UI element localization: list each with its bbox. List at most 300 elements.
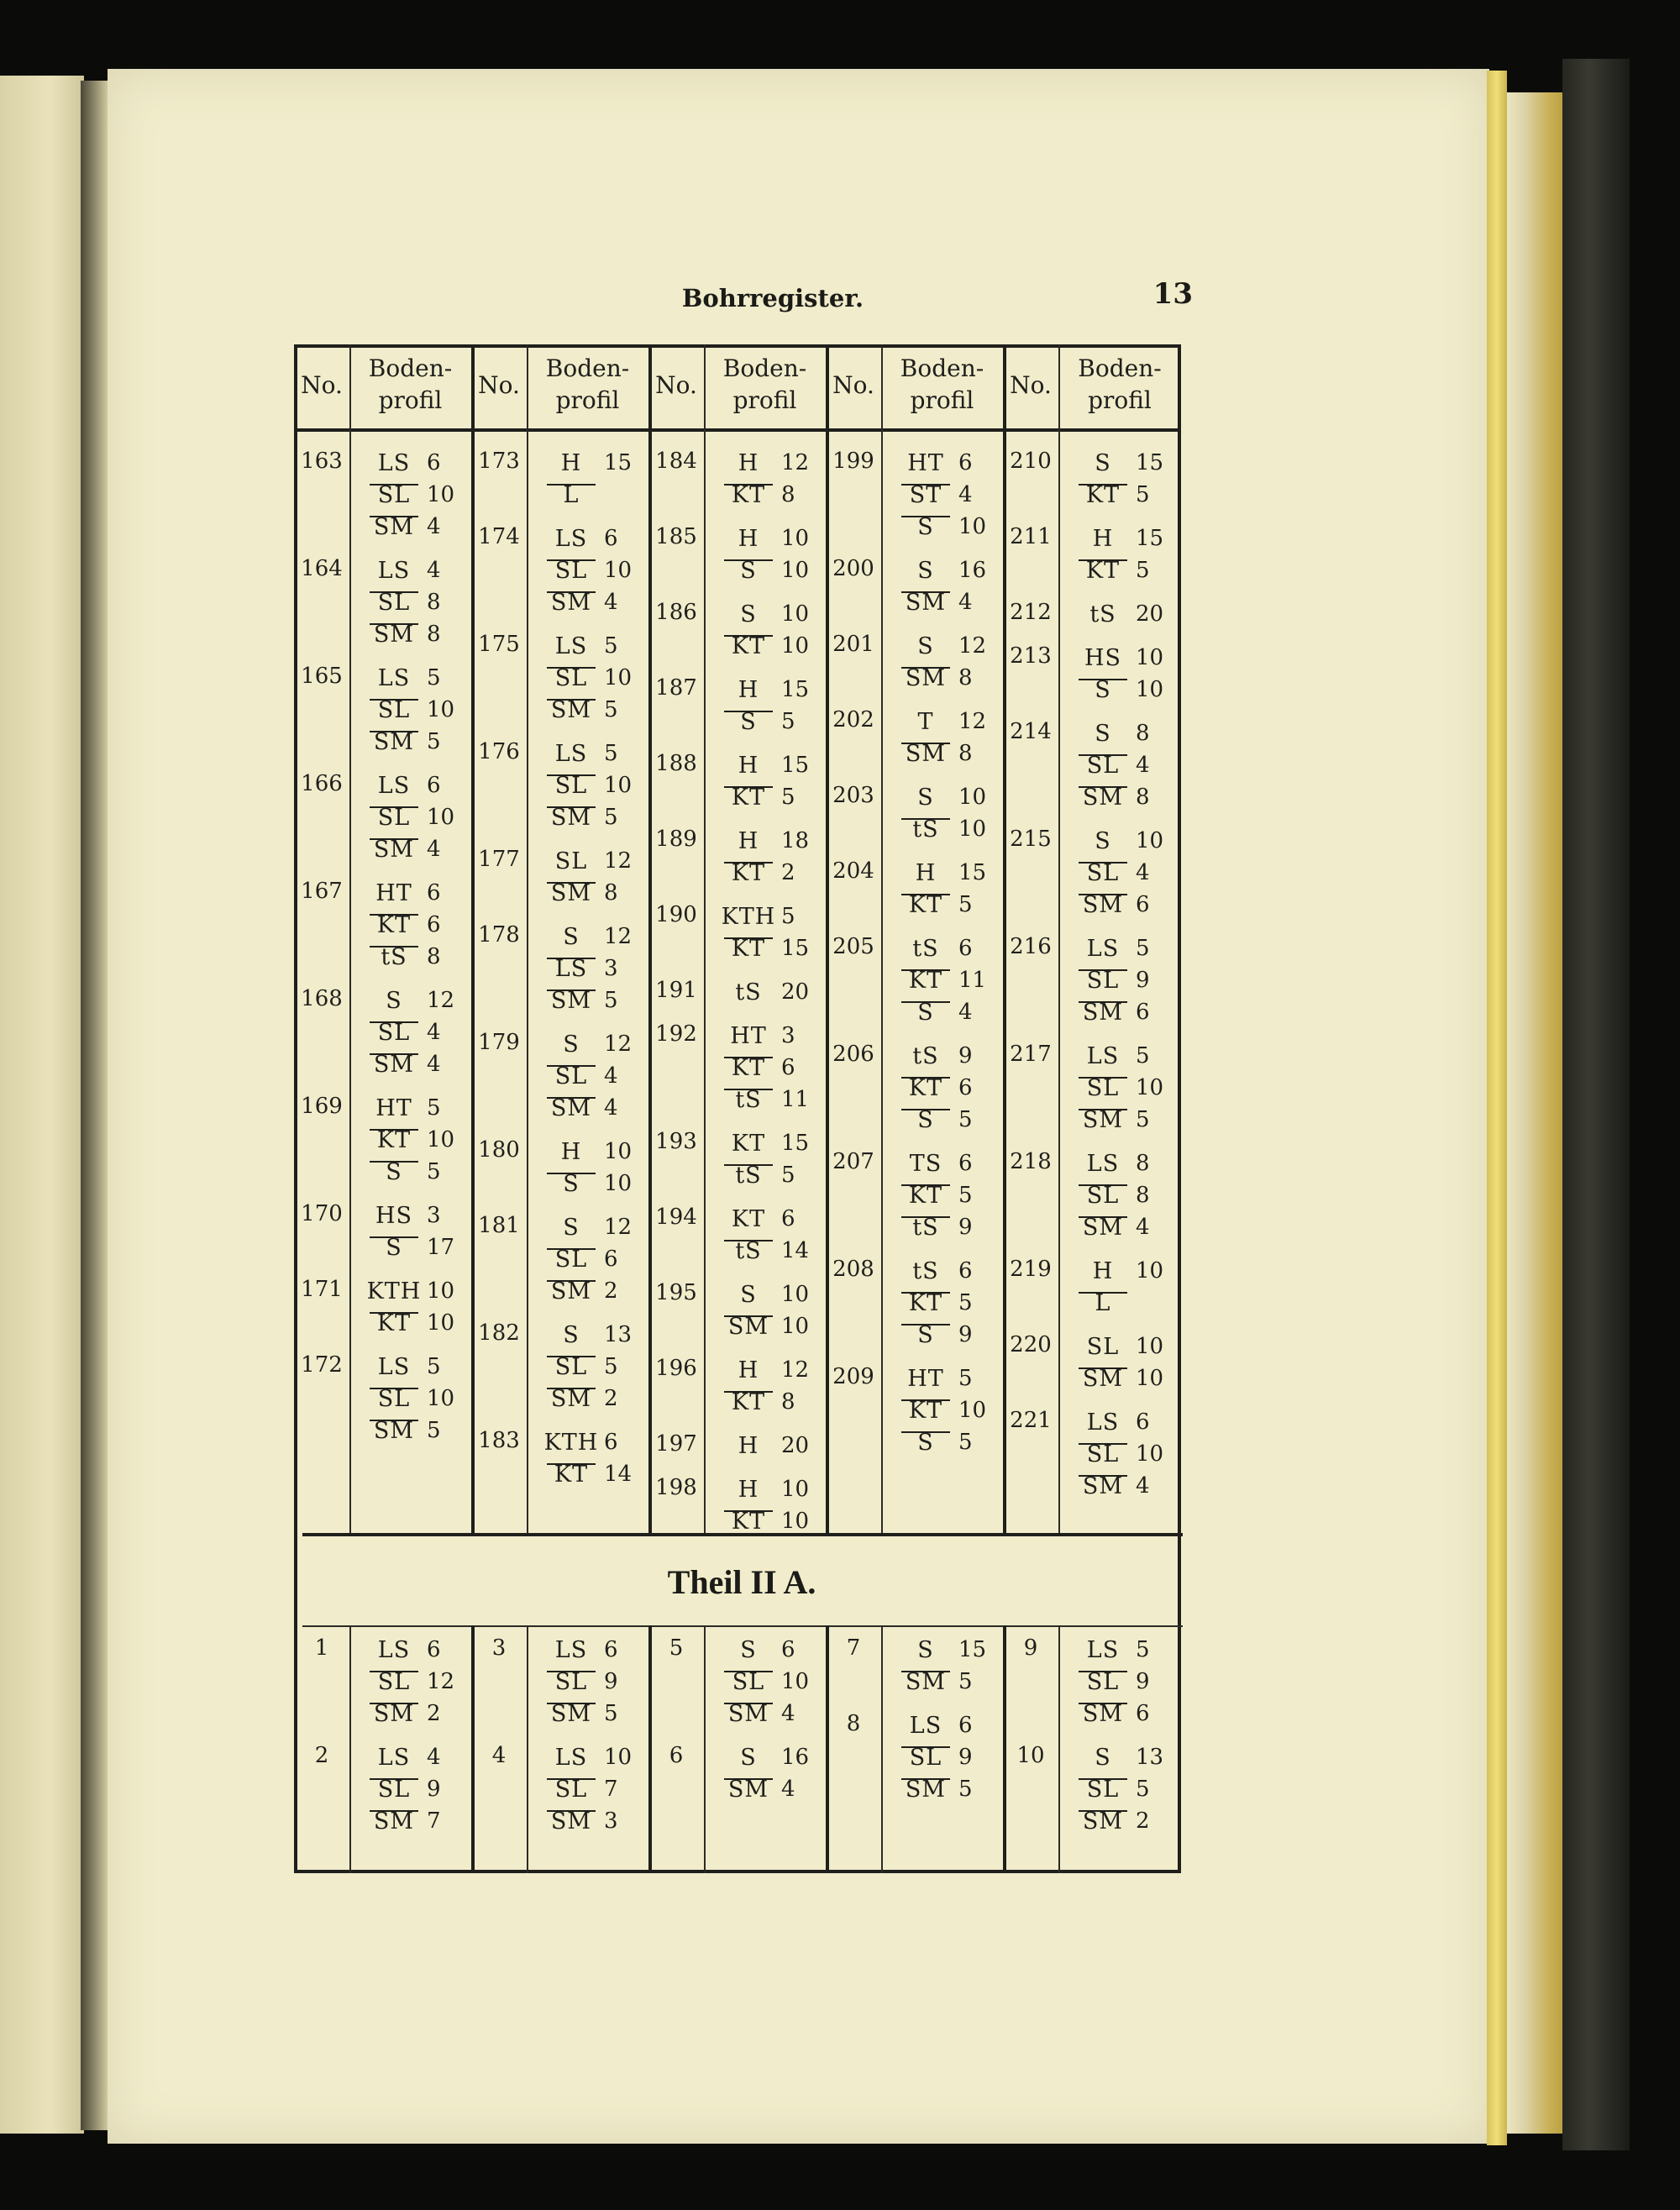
soil-profile [538,522,641,618]
header-profile-line1: Boden- [722,354,807,382]
layer-thickness: 10 [1136,828,1164,853]
layer-code: SM [538,805,604,831]
profile-layer [893,1426,995,1458]
header-profile-line2: profil [378,386,443,414]
layer-thickness: 8 [427,622,441,647]
layer-code: SL [893,1745,958,1771]
soil-profile [716,976,818,1008]
layer-thickness: 2 [781,860,795,885]
soil-profile [361,662,464,758]
layer-code: SL [538,1669,604,1695]
layer-thickness: 6 [958,1713,973,1738]
layer-thickness: 12 [604,924,633,949]
soil-profile [716,749,818,813]
layer-code: S [1095,449,1111,476]
entry-number: 211 [1010,524,1052,549]
layer-thickness: 4 [958,590,973,615]
layer-thickness: 10 [604,773,633,798]
layer-thickness: 5 [1136,936,1150,961]
profile-layer [538,1773,641,1805]
soil-profile [1070,598,1173,630]
profile-layer [1070,598,1173,630]
profile-layer [538,1060,641,1092]
layer-thickness: 6 [958,936,973,961]
profile-layer [361,694,464,726]
entry-number: 9 [1023,1635,1038,1661]
profile-layer [1070,1147,1173,1179]
layer-code: H [738,525,759,552]
profile-layer [716,706,818,738]
layer-thickness: 6 [1136,1701,1150,1726]
layer-code: LS [377,557,411,584]
layer-thickness: 14 [781,1238,810,1263]
layer-thickness: 2 [427,1701,441,1726]
header-profile [704,353,826,417]
book-gutter [81,81,109,2130]
layer-code: tS [893,1215,958,1241]
layer-thickness: 12 [958,633,987,659]
layer-thickness: 12 [604,1032,633,1057]
profile-layer [716,1741,818,1773]
layer-code: KTH [721,903,776,930]
layer-thickness: 4 [958,482,973,507]
profile-layer [538,1028,641,1060]
layer-thickness: 11 [781,1087,810,1112]
profile-layer [1070,781,1173,813]
soil-profile [1070,1741,1173,1837]
layer-code: SM [1070,1808,1136,1835]
profile-layer [893,1666,995,1698]
profile-layer [361,447,464,479]
entry-number: 184 [655,449,697,474]
layer-thickness: 5 [1136,1777,1150,1802]
soil-profile [361,1092,464,1188]
entry-number: 191 [655,978,697,1003]
profile-layer [538,447,641,479]
layer-code: KT [716,633,781,659]
layer-thickness: 8 [958,741,973,766]
layer-thickness: 5 [1136,1043,1150,1068]
soil-profile [1070,1331,1173,1394]
profile-layer [893,889,995,921]
soil-profile [538,1741,641,1837]
layer-thickness: 10 [1136,1258,1164,1283]
header-no: No. [832,371,874,399]
entry-number: 204 [832,858,874,884]
layer-code: KT [893,892,958,918]
layer-code: LS [1086,1150,1120,1177]
layer-thickness: 4 [1136,753,1150,778]
profile-layer [716,1473,818,1505]
layer-thickness: 3 [604,1808,618,1834]
profile-layer [538,522,641,554]
layer-code: LS [1086,1636,1120,1663]
profile-layer [893,706,995,738]
profile-layer [716,1278,818,1310]
layer-thickness: 5 [604,1701,618,1726]
soil-profile [1070,717,1173,813]
soil-profile [361,1634,464,1730]
no-column-rule [1058,344,1060,1533]
layer-thickness: 10 [604,1171,633,1196]
profile-layer [538,1092,641,1124]
layer-thickness: 10 [781,558,810,583]
entry-number: 180 [478,1137,520,1163]
profile-layer [538,630,641,662]
soil-profile [361,1351,464,1446]
layer-code: SM [538,590,604,616]
layer-code: SM [893,1669,958,1695]
profile-layer [1070,1255,1173,1287]
profile-layer [716,1052,818,1084]
layer-thickness: 9 [604,1669,618,1694]
entry-number: 197 [655,1431,697,1457]
header-profile [1058,353,1181,417]
soil-profile [538,1136,641,1199]
layer-code: KT [361,912,427,938]
entry-number: 7 [846,1635,861,1661]
profile-layer [361,511,464,543]
no-column-rule [527,344,528,1533]
layer-code: SL [538,558,604,584]
layer-thickness: 10 [958,514,987,539]
layer-code: tS [735,979,762,1005]
header-rule [294,428,1181,432]
profile-layer [1070,1040,1173,1072]
layer-thickness: 5 [604,633,618,659]
profile-layer [361,909,464,941]
layer-thickness: 10 [604,1139,633,1164]
layer-thickness: 6 [427,880,441,906]
layer-thickness: 10 [958,816,987,842]
layer-code: KT [538,1462,604,1488]
layer-thickness: 12 [958,709,987,734]
layer-code: TS [909,1150,942,1177]
entry-number: 169 [301,1094,343,1119]
profile-layer [361,1383,464,1415]
layer-thickness: 8 [781,1389,795,1415]
layer-thickness: 6 [427,773,441,798]
layer-code: SM [716,1701,781,1727]
entry-number: 199 [832,449,874,474]
layer-thickness: 11 [958,968,987,993]
layer-code: KT [731,1130,766,1157]
soil-profile [361,984,464,1080]
profile-layer [893,1104,995,1136]
layer-code: SL [1070,1777,1136,1803]
layer-code: SM [893,741,958,767]
layer-code: L [538,482,604,508]
profile-layer [538,921,641,953]
layer-code: S [1095,1744,1111,1771]
layer-thickness: 10 [781,633,810,659]
profile-layer [893,996,995,1028]
soil-profile [716,1634,818,1730]
section-title: Theil II A. [667,1563,816,1601]
profile-layer [361,1805,464,1837]
layer-thickness: 8 [1136,785,1150,810]
profile-layer [361,1741,464,1773]
soil-profile [893,1147,995,1243]
layer-code: tS [912,1042,939,1069]
entry-number: 219 [1010,1257,1052,1282]
profile-layer [893,1773,995,1805]
layer-code: SL [538,773,604,799]
layer-code: SM [538,697,604,723]
profile-layer [1070,1211,1173,1243]
entry-number: 203 [832,783,874,808]
layer-thickness: 10 [1136,677,1164,702]
layer-code: LS [377,772,411,799]
layer-thickness: 6 [958,1075,973,1100]
layer-code: SL [554,848,588,874]
soil-profile [893,1634,995,1698]
profile-layer [716,900,818,932]
profile-layer [1070,522,1173,554]
soil-profile [361,447,464,543]
header-profile-line1: Boden- [545,354,630,382]
soil-profile [538,845,641,909]
profile-layer [361,1307,464,1339]
layer-code: SM [1070,785,1136,811]
profile-layer [1070,1773,1173,1805]
layer-thickness: 5 [604,697,618,722]
profile-layer [893,1394,995,1426]
layer-code: SM [361,622,427,648]
soil-profile [361,1275,464,1339]
soil-profile [538,1319,641,1415]
layer-code: T [917,708,934,735]
profile-layer [893,1147,995,1179]
entry-number: 174 [478,524,520,549]
layer-thickness: 6 [427,450,441,475]
entry-number: 3 [491,1635,507,1661]
profile-layer [538,877,641,909]
group-rule [826,1625,829,1873]
layer-thickness: 5 [958,892,973,917]
layer-thickness: 12 [604,1215,633,1240]
layer-code: SM [1070,1107,1136,1133]
soil-profile [538,447,641,511]
layer-thickness: 10 [427,1127,455,1152]
profile-layer [716,1203,818,1235]
header-profile-line2: profil [732,386,797,414]
layer-code: SM [538,1808,604,1835]
layer-code: LS [1086,935,1120,962]
profile-layer [893,964,995,996]
entry-number: 194 [655,1205,697,1230]
layer-thickness: 15 [1136,450,1164,475]
soil-profile [716,900,818,964]
soil-profile [538,1426,641,1490]
layer-thickness: 5 [604,805,618,830]
soil-profile [716,1430,818,1462]
layer-code: SM [716,1777,781,1803]
layer-code: SL [716,1669,781,1695]
profile-layer [1070,642,1173,674]
layer-code: KT [1070,558,1136,584]
layer-code: tS [912,935,939,962]
layer-thickness: 6 [604,1637,618,1662]
layer-thickness: 2 [604,1278,618,1304]
entry-number: 171 [301,1277,343,1302]
layer-thickness: 5 [958,1183,973,1208]
layer-code: HT [907,1365,944,1392]
profile-layer [716,447,818,479]
profile-layer [716,479,818,511]
layer-thickness: 4 [1136,1473,1150,1499]
soil-profile [1070,1147,1173,1243]
entry-number: 210 [1010,449,1052,474]
layer-thickness: 5 [427,1354,441,1379]
no-column-rule [1058,1625,1060,1873]
layer-thickness: 10 [604,665,633,690]
profile-layer [893,1319,995,1351]
entry-number: 217 [1010,1042,1052,1067]
soil-profile [1070,825,1173,921]
layer-code: SL [538,1777,604,1803]
header-profile-line1: Boden- [1078,354,1162,382]
profile-layer [1070,1698,1173,1730]
layer-thickness: 6 [781,1055,795,1080]
soil-profile [1070,1634,1173,1730]
soil-profile [538,921,641,1016]
profile-layer [538,801,641,833]
layer-code: tS [716,1163,781,1189]
layer-thickness: 7 [427,1808,441,1834]
layer-code: SL [1070,753,1136,779]
layer-code: S [361,1159,427,1185]
layer-thickness: 5 [1136,1637,1150,1662]
profile-layer [361,1351,464,1383]
profile-layer [893,554,995,586]
soil-profile [538,1211,641,1307]
layer-code: SM [361,1418,427,1444]
layer-code: tS [893,816,958,843]
profile-layer [716,1505,818,1537]
layer-thickness: 16 [781,1745,810,1770]
entry-number: 165 [301,664,343,689]
layer-thickness: 9 [958,1322,973,1347]
entry-number: 8 [846,1711,861,1736]
layer-code: LS [1086,1409,1120,1436]
layer-thickness: 6 [781,1637,795,1662]
entry-number: 215 [1010,827,1052,852]
entry-number: 5 [669,1635,684,1661]
no-column-rule [349,344,351,1533]
layer-code: ST [893,482,958,508]
profile-layer [538,694,641,726]
layer-code: S [1070,677,1136,703]
page-number: 13 [1152,277,1193,311]
layer-code: KT [893,1075,958,1101]
soil-profile [1070,1040,1173,1136]
layer-code: SM [538,1095,604,1121]
layer-thickness: 5 [958,1669,973,1694]
profile-layer [538,1666,641,1698]
layer-code: SL [1086,1333,1120,1360]
layer-code: S [563,1214,580,1241]
no-column-rule [704,1625,706,1873]
profile-layer [361,1634,464,1666]
entry-number: 201 [832,632,874,657]
layer-thickness: 14 [604,1462,633,1487]
layer-code: KT [716,1055,781,1081]
layer-thickness: 4 [1136,860,1150,885]
layer-code: KT [716,482,781,508]
entry-number: 207 [832,1149,874,1174]
layer-code: S [917,784,934,811]
layer-code: SL [538,1063,604,1089]
layer-code: H [738,676,759,703]
layer-code: S [893,1430,958,1456]
layer-thickness: 12 [781,450,810,475]
profile-layer [893,479,995,511]
layer-code: SL [361,1020,427,1046]
layer-thickness: 6 [958,450,973,475]
layer-code: KT [893,968,958,994]
layer-code: H [738,1357,759,1383]
profile-layer [1070,1666,1173,1698]
layer-thickness: 6 [1136,892,1150,917]
profile-layer [716,976,818,1008]
profile-layer [1070,996,1173,1028]
layer-code: SM [1070,1366,1136,1392]
layer-code: SL [1070,1183,1136,1209]
layer-thickness: 12 [604,848,633,874]
layer-code: S [917,557,934,584]
profile-layer [716,522,818,554]
section-rule [302,1625,1183,1627]
entry-number: 6 [669,1743,684,1768]
layer-code: KT [361,1127,427,1153]
layer-code: KT [1070,482,1136,508]
layer-thickness: 10 [427,1278,455,1304]
entry-number: 205 [832,934,874,959]
profile-layer [361,726,464,758]
entry-number: 168 [301,986,343,1011]
layer-code: SL [361,1386,427,1412]
layer-code: H [738,827,759,854]
layer-thickness: 2 [1136,1808,1150,1834]
entry-number: 200 [832,556,874,581]
profile-layer [361,1124,464,1156]
layer-code: S [386,987,402,1014]
layer-thickness: 5 [958,1107,973,1132]
layer-thickness: 3 [604,956,618,981]
profile-layer [893,662,995,694]
entry-number: 213 [1010,643,1052,669]
profile-layer [1070,717,1173,749]
profile-layer [893,447,995,479]
layer-code: tS [1089,601,1116,627]
entry-number: 220 [1010,1332,1052,1357]
profile-layer [893,857,995,889]
layer-code: SM [1070,1215,1136,1241]
profile-layer [893,1362,995,1394]
layer-code: H [915,859,937,886]
profile-layer [538,1319,641,1351]
entry-number: 185 [655,524,697,549]
profile-layer [361,1092,464,1124]
layer-code: SL [361,1777,427,1803]
layer-thickness: 4 [781,1701,795,1726]
soil-profile [1070,1406,1173,1502]
layer-thickness: 10 [1136,1075,1164,1100]
layer-thickness: 4 [427,514,441,539]
entry-number: 187 [655,675,697,701]
profile-layer [361,1415,464,1446]
